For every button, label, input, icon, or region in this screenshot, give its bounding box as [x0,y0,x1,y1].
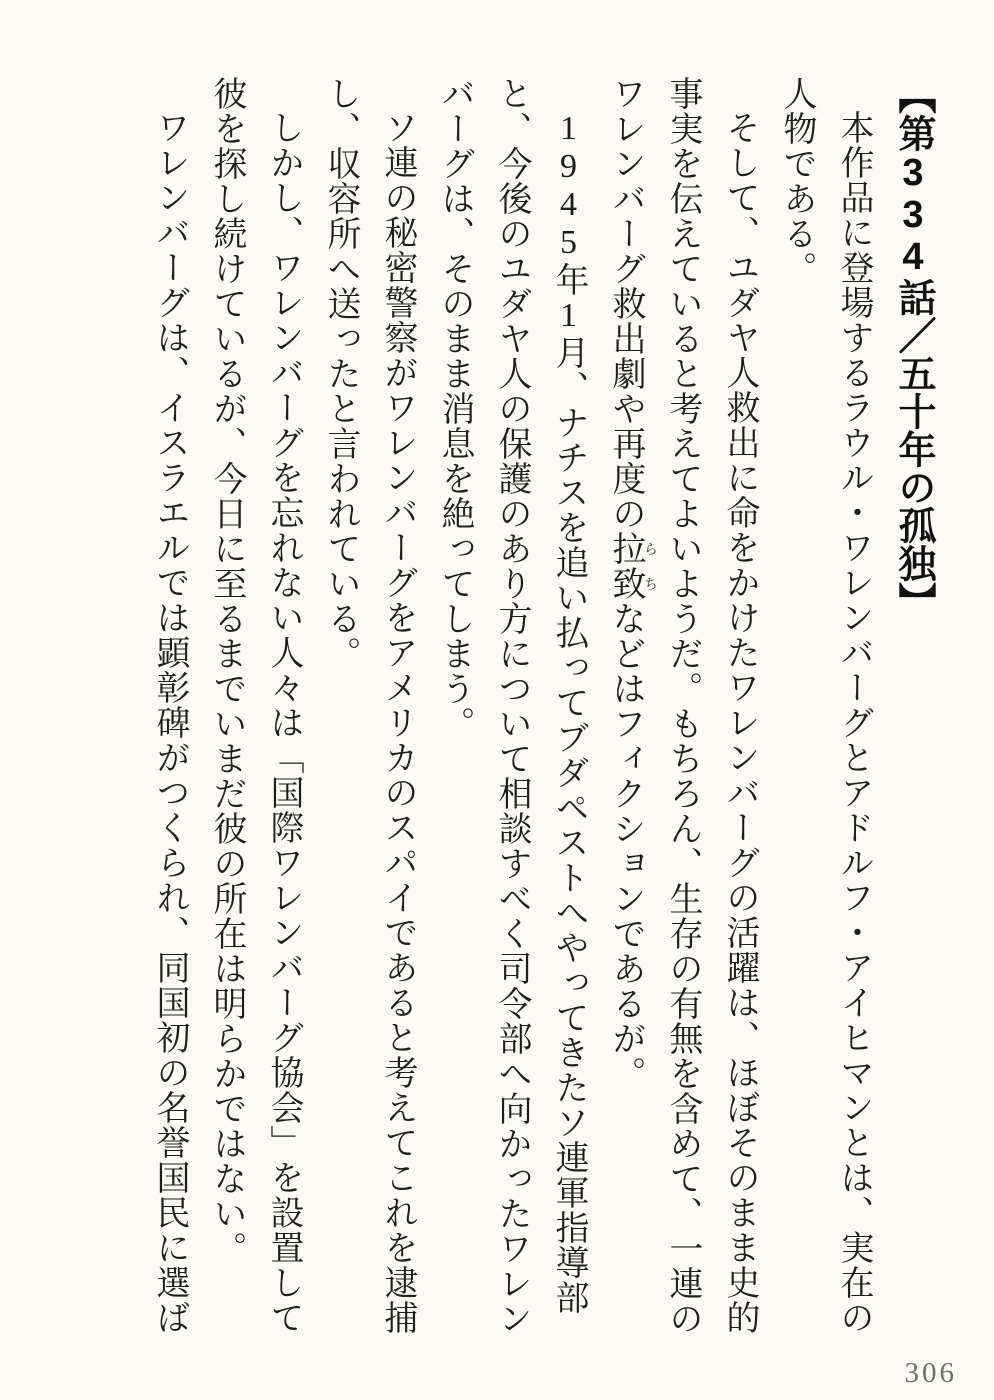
body-text [141,76,882,1350]
body-paragraph: ソ連の秘密警察がワレンバーグをアメリカのスパイであると考えてこれを逮捕し、収容所へ送ったと言われている。 [322,76,416,1335]
body-paragraph: しかし、ワレンバーグを忘れない人々は「国際ワレンバーグ協会」を設置して彼を探し続けているが、今日に至るまでいまだ彼の所在は明らかではない。 [208,76,302,1335]
chapter-title: 【第334話／五十年の孤独】 [892,76,934,620]
body-paragraph: ワレンバーグは、イスラエルでは顕彰碑がつくられ、同国初の名誉国民に選ば [151,110,188,1335]
body-paragraph: 1945年1月、ナチスを追い払ってブダペストへやってきたソ連軍指導部と、今後のユダヤ人の保護のあり方について相談すべく司令部へ向かったワレンバーグは、そのまま消息を絶ってしまう。 [436,76,587,1336]
body-paragraph: そして、ユダヤ人救出に命をかけたワレンバーグの活躍は、ほぼそのまま史的事実を伝えていると考えてよいようだ。もちろん、生存の有無を含めて、一連のワレンバーグ救出劇や再度の拉致らちなどはフィクションであるが。 [607,76,758,1336]
body-paragraph: 本作品に登場するラウル・ワレンバーグとアドルフ・アイヒマンとは、実在の人物である。 [778,76,872,1335]
text-block [141,76,944,1350]
page-number: 306 [904,1357,957,1389]
